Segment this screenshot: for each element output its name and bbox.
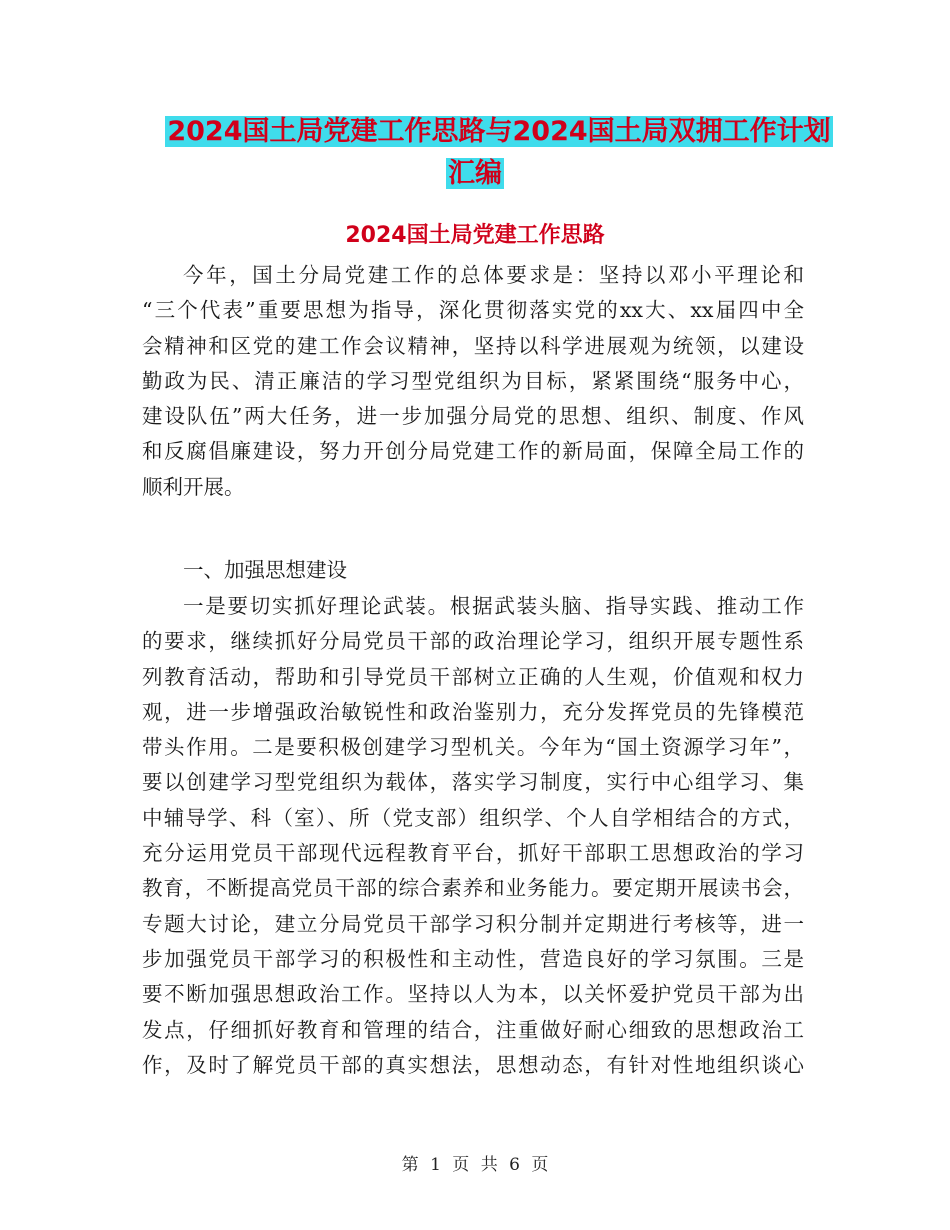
text-line: 发点，仔细抓好教育和管理的结合，注重做好耐心细致的思想政治工	[142, 1017, 804, 1042]
section-title: 2024国土局党建工作思路	[345, 223, 605, 248]
section-heading: 一、加强思想建设	[183, 558, 347, 582]
text-line: 会精神和区党的建工作会议精神，坚持以科学进展观为统领，以建设	[142, 333, 804, 358]
text-line: 的要求，继续抓好分局党员干部的政治理论学习，组织开展专题性系	[142, 629, 804, 654]
text-line: 建设队伍”两大任务，进一步加强分局党的思想、组织、制度、作风	[142, 404, 804, 429]
text-line: 和反腐倡廉建设，努力开创分局党建工作的新局面，保障全局工作的	[142, 439, 804, 464]
text-line: 要不断加强思想政治工作。坚持以人为本，以关怀爱护党员干部为出	[142, 982, 804, 1007]
document-title-line-2	[0, 153, 950, 195]
text-line: 作，及时了解党员干部的真实想法，思想动态，有针对性地组织谈心	[142, 1052, 804, 1077]
text-line: 充分运用党员干部现代远程教育平台，抓好干部职工思想政治的学习	[142, 841, 804, 866]
page-footer: 第 1 页 共 6 页	[401, 1155, 549, 1175]
text-line: 一是要切实抓好理论武装。根据武装头脑、指导实践、推动工作	[183, 594, 804, 618]
text-line: 教育，不断提高党员干部的综合素养和业务能力。要定期开展读书会，	[142, 876, 804, 901]
text-line: 顺利开展。	[142, 474, 245, 499]
paragraph-2	[142, 589, 804, 1083]
text-line: 专题大讨论，建立分局党员干部学习积分制并定期进行考核等，进一	[142, 911, 804, 936]
text-line: 带头作用。二是要积极创建学习型机关。今年为“国土资源学习年”，	[142, 735, 804, 760]
heading-1	[142, 553, 804, 588]
text-line: 列教育活动，帮助和引导党员干部树立正确的人生观，价值观和权力	[142, 664, 804, 689]
paragraph-1	[142, 258, 804, 505]
document-title-line-1	[0, 111, 950, 153]
text-line: 今年，国土分局党建工作的总体要求是：坚持以邓小平理论和	[183, 263, 804, 287]
title-highlight: 汇编	[448, 158, 502, 189]
text-line: 中辅导学、科（室）、所（党支部）组织学、个人自学相结合的方式，	[142, 805, 804, 830]
text-line: 观，进一步增强政治敏锐性和政治鉴别力，充分发挥党员的先锋模范	[142, 699, 804, 724]
text-line: “三个代表”重要思想为指导，深化贯彻落实党的xx大、xx届四中全	[142, 298, 804, 323]
text-line: 要以创建学习型党组织为载体，落实学习制度，实行中心组学习、集	[142, 770, 804, 795]
title-highlight: 2024国土局党建工作思路与2024国土局双拥工作计划	[167, 116, 831, 147]
text-line: 步加强党员干部学习的积极性和主动性，营造良好的学习氛围。三是	[142, 946, 804, 971]
text-line: 勤政为民、清正廉洁的学习型党组织为目标，紧紧围绕“服务中心，	[142, 368, 804, 393]
